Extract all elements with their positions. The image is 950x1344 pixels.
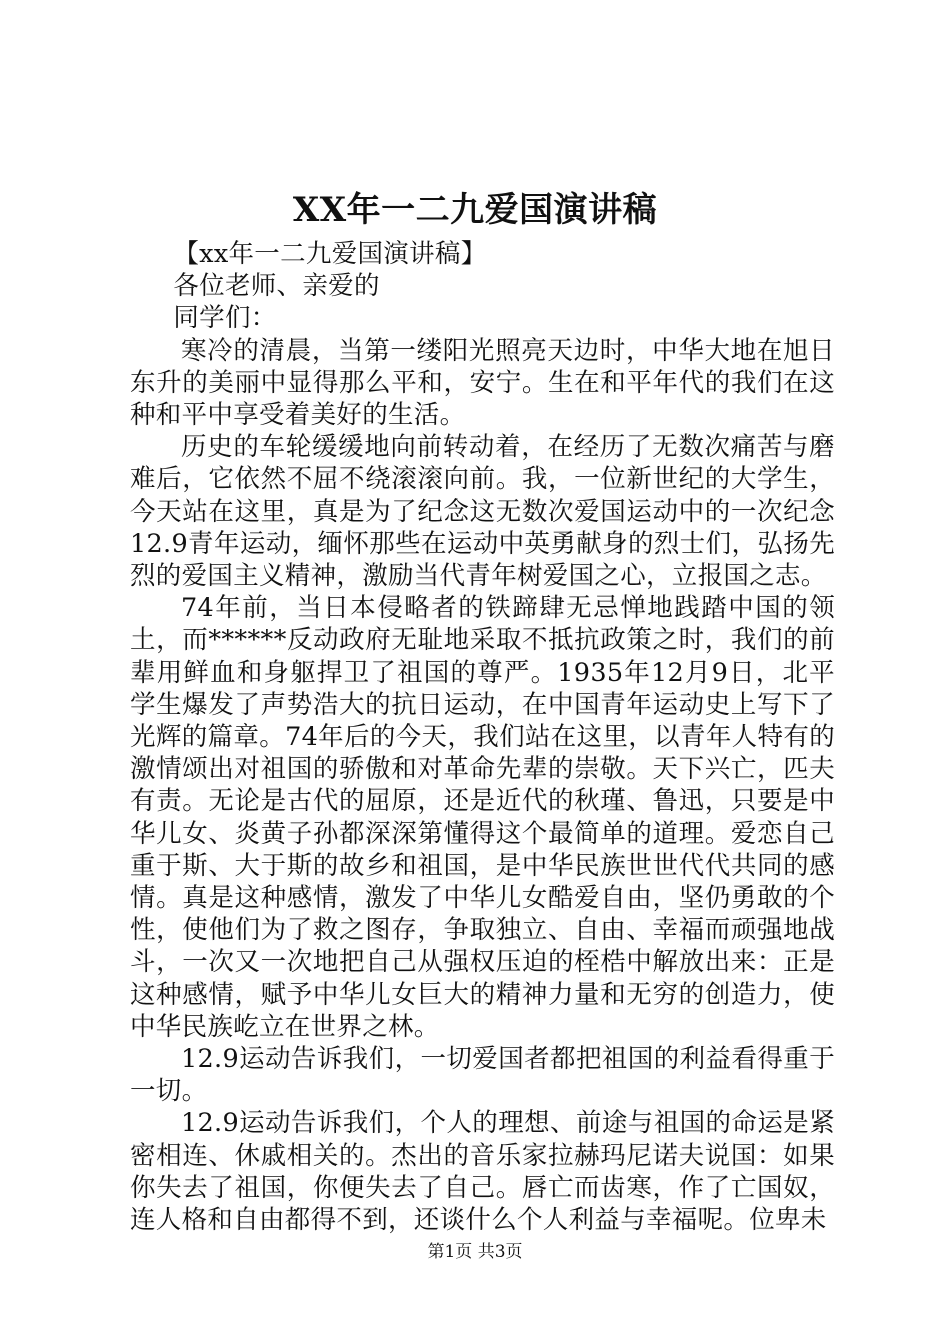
speech-heading: 【xx年一二九爱国演讲稿】 [173, 239, 487, 269]
paragraph: 74年前，当日本侵略者的铁蹄肆无忌惮地践踏中国的领土，而******反动政府无耻地采取不抵抗政策之时，我们的前辈用鲜血和身躯捍卫了祖国的尊严。1935年12月9日，北平学生爆发了声势浩大的抗日运动，在中国青年运动史上写下了光辉的篇章。74年后的今天，我们站在这里，以青年人特有的激情颂出对祖国的骄傲和对革命先辈的崇敬。天下兴亡，匹夫有责。无论是古代的屈原，还是近代的秋瑾、鲁迅，只要是中华儿女、炎黄子孙都深深第懂得这个最简单的道理。爱恋自己重于斯、大于斯的故乡和祖国，是中华民族世世代代共同的感情。真是这种感情，激发了中华儿女酷爱自由，坚仍勇敢的个性，使他们为了救之图存，争取独立、自由、幸福而顽强地战斗，一次又一次地把自己从强权压迫的桎梏中解放出来：正是这种感情，赋予中华儿女巨大的精神力量和无穷的创造力，使中华民族屹立在世界之林。 [130, 593, 835, 1042]
paragraph: 12.9运动告诉我们，一切爱国者都把祖国的利益看得重于一切。 [130, 1044, 835, 1107]
paragraph: 寒冷的清晨，当第一缕阳光照亮天边时，中华大地在旭日东升的美丽中显得那么平和，安宁。生在和平年代的我们在这种和平中享受着美好的生活。 [130, 335, 835, 431]
document-body [130, 238, 835, 1236]
document-title: XX年一二九爱国演讲稿 [292, 190, 658, 230]
paragraph: 12.9运动告诉我们，个人的理想、前途与祖国的命运是紧密相连、休戚相关的。杰出的音乐家拉赫玛尼诺夫说国：如果你失去了祖国，你便失去了自己。唇亡而齿寒，作了亡国奴，连人格和自由都得不到，还谈什么个人利益与幸福呢。位卑未 [130, 1108, 835, 1236]
salutation-line-2: 同学们： [173, 303, 277, 334]
salutation-line-1: 各位老师、亲爱的 [173, 271, 380, 302]
paragraph: 历史的车轮缓缓地向前转动着，在经历了无数次痛苦与磨难后，它依然不屈不绕滚滚向前。我，一位新世纪的大学生，今天站在这里，真是为了纪念这无数次爱国运动中的一次纪念12.9青年运动，缅怀那些在运动中英勇献身的烈士们，弘扬先烈的爱国主义精神，激励当代青年树爱国之心，立报国之志。 [130, 432, 835, 592]
page-number-footer: 第1页 共3页 [427, 1242, 523, 1262]
